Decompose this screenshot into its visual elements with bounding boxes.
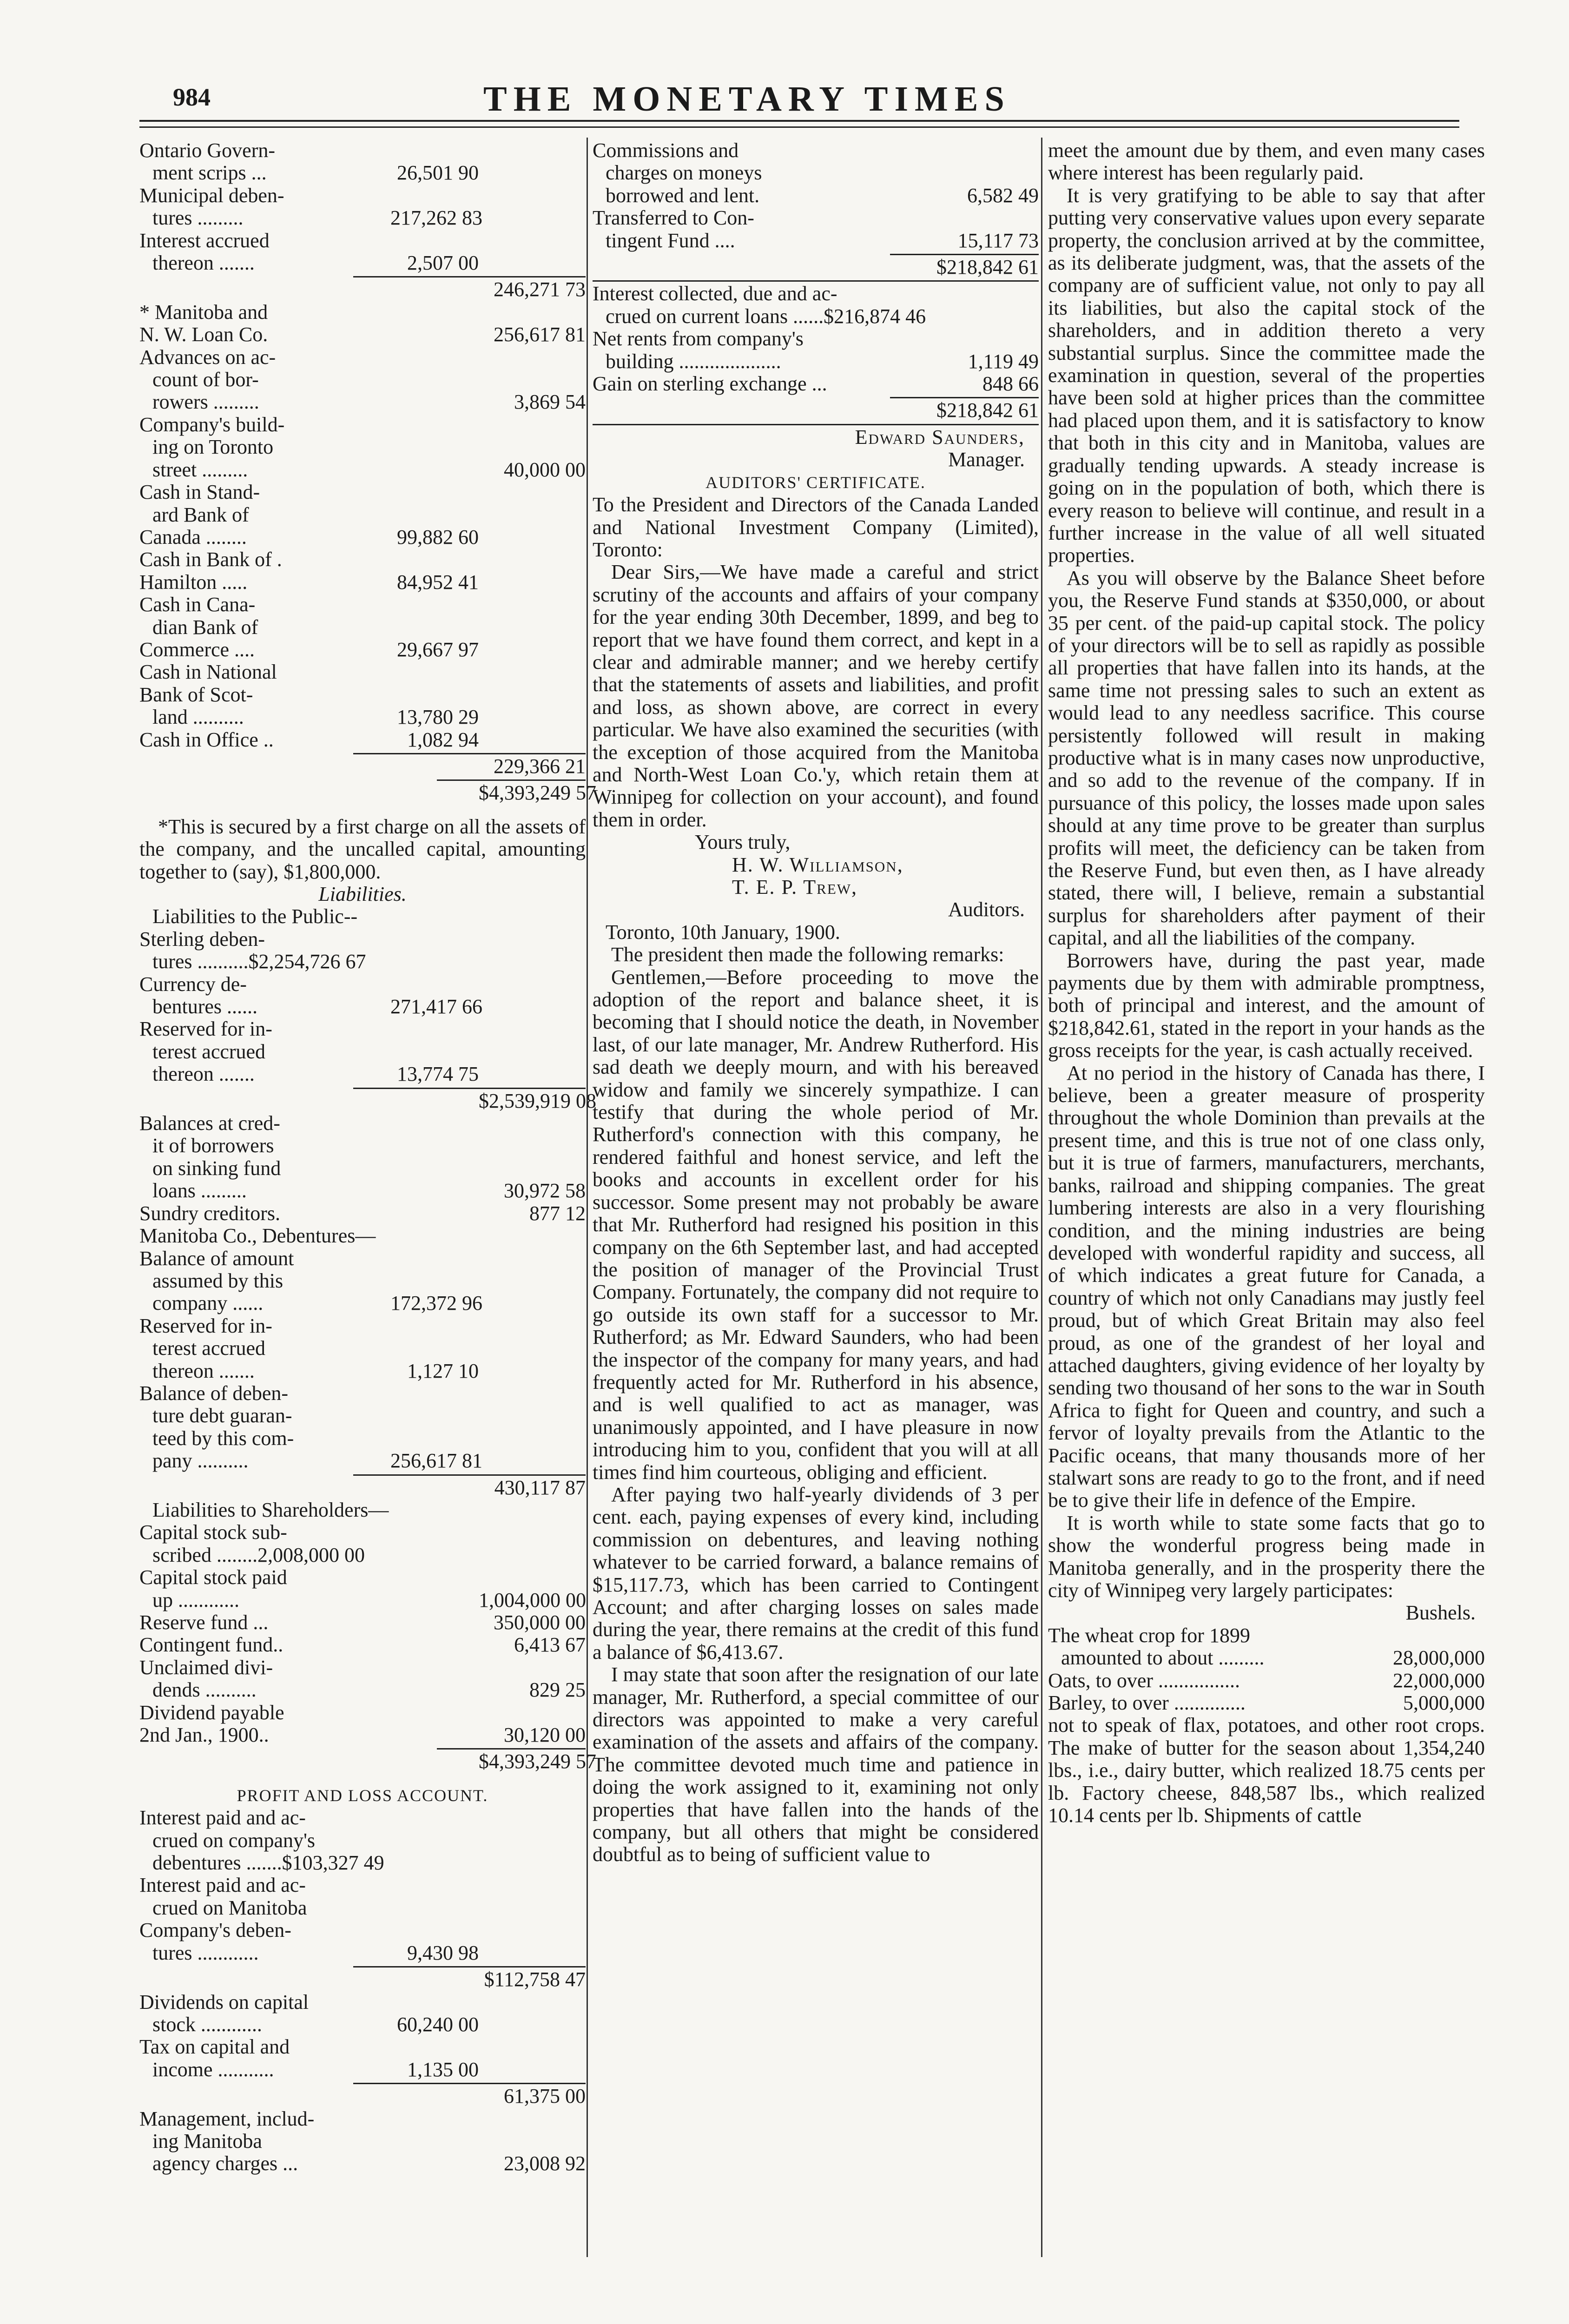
row-label: Capital stock paid [139,1566,287,1589]
assets-list [139,301,586,751]
ledger-row [139,1566,586,1589]
ledger-row [139,1360,586,1382]
ledger-row [593,162,1039,184]
row-amount-outer: 3,869 54 [514,390,586,414]
ledger-row [139,1382,586,1405]
row-label: assumed by this [152,1269,283,1292]
page-number: 984 [173,83,211,111]
subtotal-row [139,1968,586,1991]
ledger-row [139,951,586,973]
ledger-row [139,1679,586,1701]
row-label: loans ......... [152,1180,247,1202]
manager-title: Manager. [948,448,1025,471]
ledger-row [139,996,586,1018]
row-label: thereon ....... [152,1063,255,1086]
row-label: scribed ........2,008,000 00 [152,1544,365,1566]
row-label: Balances at cred- [139,1112,280,1135]
ledger-row [139,1919,586,1941]
rule [890,397,1039,398]
ledger-row [139,616,586,639]
ledger-row [593,230,1039,252]
row-label: ing on Toronto [152,436,274,459]
row-label: Interest paid and ac- [139,1807,306,1829]
ledger-row [593,283,1039,305]
row-amount-inner: 9,430 98 [407,1941,479,1964]
ledger-row [593,328,1039,350]
ledger-row [139,1405,586,1427]
row-amount-inner: 271,417 66 [390,995,482,1018]
row-label: borrowed and lent. [606,184,760,207]
section-heading: Liabilities to the Public-- [152,905,358,928]
row-amount: 28,000,000 [1393,1646,1485,1670]
ledger-row [139,571,586,594]
row-label: Bank of Scot- [139,683,253,706]
ledger-row [139,706,586,728]
paragraph: It is worth while to state some facts that go to show the wonderful progress being made in Manitoba generally, and in the prosperity there the city of Winnipeg very largely participates: [1048,1511,1485,1602]
pl-list [139,2108,586,2175]
pl-list [139,1991,586,2081]
row-label: N. W. Loan Co. [139,324,268,346]
row-label: Balance of deben- [139,1382,289,1405]
ledger-row [139,1135,586,1157]
auditors-title: Auditors. [948,898,1025,921]
row-label: debentures .......$103,327 49 [152,1852,384,1875]
ledger-row [139,639,586,661]
row-label: Net rents from company's [593,328,804,350]
row-label: land .......... [152,706,244,729]
total-row [593,399,1039,422]
ledger-row [139,1248,586,1270]
auditor-name: T. E. P. Trew, [732,876,858,898]
row-label: it of borrowers [152,1135,274,1157]
auditors-body: Dear Sirs,—We have made a careful and strict scrutiny of the accounts and affairs of your company for the year ending 30th December, 1899, and beg to report that we have found them correct, and kept in a clear and admirable manner; and we hereby certify that the statements of assets and liabilities, and profit and loss, as shown above, are correct in every particular. We have also examined the securities (with the exception of those acquired from the Manitoba and North-West Loan Co.'y, which retain them at Winnipeg for collection on your account), and found them in order. [593,561,1039,831]
ledger-row [139,1315,586,1337]
row-label: income ........... [152,2058,274,2081]
ledger-row [139,1657,586,1679]
ledger-row [139,436,586,458]
total-row [593,256,1039,278]
row-label: tures ......... [152,207,244,230]
row-label: street ......... [152,458,248,481]
column-divider [1041,138,1042,2257]
pl-heading: PROFIT AND LOSS ACCOUNT. [237,1786,488,1805]
row-label: Sundry creditors. [139,1202,281,1225]
column-2 [593,139,1039,1866]
ledger-row [139,526,586,548]
subtotal-value: $112,758 47 [484,1968,586,1991]
ledger-row [139,1427,586,1450]
row-label: Interest paid and ac- [139,1874,306,1897]
total-row [139,1750,596,1773]
ledger-row [139,973,586,996]
rule [353,1088,586,1089]
ledger-row [139,1041,586,1063]
ledger-row [139,1852,586,1874]
row-amount-outer: 40,000 00 [504,458,586,481]
president-line: The president then made the following remarks: [611,943,1004,966]
ledger-row [139,1544,586,1566]
row-label: Cash in Cana- [139,594,256,616]
subtotal-value: 229,366 21 [494,754,586,778]
bushels-label: Bushels. [1405,1601,1476,1624]
row-amount: 5,000,000 [1403,1691,1485,1715]
row-label: rowers ......... [152,391,259,414]
row-label: terest accrued [152,1337,266,1360]
liabilities-list [139,1112,586,1472]
ledger-row [139,2130,586,2152]
row-label: Hamilton ..... [139,571,248,594]
paragraph: After paying two half-yearly dividends of 3 per cent. each, paying expenses of every kind, including commission on debentures, and leaving nothing whatever to be carried forward, a balance remains of $15,117.73, which has been carried to Contingent Account; and after charging losses on sales made during the year, there remains at the credit of this fund a balance of $6,413.67. [593,1483,1039,1664]
ledger-row [139,1270,586,1292]
row-label: charges on moneys [606,162,762,185]
rule [353,1966,586,1967]
auditors-heading: AUDITORS' CERTIFICATE. [705,473,926,492]
row-label: tures ..........$2,254,726 67 [152,951,366,973]
ledger-row [1048,1647,1485,1669]
row-label: Capital stock sub- [139,1521,287,1544]
row-amount-inner: 13,780 29 [397,706,479,729]
paragraph: I may state that soon after the resignation of our late manager, Mr. Rutherford, a special committee of our directors was appointed to make a very careful examination of the assets and affairs of the company. The committee devoted much time and patience in doing the work assigned to it, examining not only properties that have fallen into the hands of the company, but all others that might be considered doubtful as to being of sufficient value to [593,1663,1039,1866]
rule [353,2083,586,2084]
row-label: ture debt guaran- [152,1405,292,1427]
row-label: Company's build- [139,413,285,436]
paragraph: meet the amount due by them, and even many cases where interest has been regularly paid. [1048,139,1485,185]
ledger-row [139,729,586,751]
row-amount-inner: 172,372 96 [390,1292,482,1315]
total-value: $4,393,249 57 [479,781,596,805]
row-amount-outer: 350,000 00 [494,1611,586,1634]
ledger-row [139,1702,586,1724]
subtotal-row [139,1089,596,1112]
ledger-row [139,301,586,324]
ledger-row [593,305,1039,328]
rule [437,1748,586,1750]
row-amount-inner: 29,667 97 [397,638,479,661]
row-amount-inner: 13,774 75 [397,1063,479,1086]
ledger-row [139,252,586,274]
row-amount: 22,000,000 [1393,1669,1485,1692]
masthead: THE MONETARY TIMES [483,79,1011,119]
ledger-row [593,185,1039,207]
ledger-row [139,481,586,503]
row-amount-outer: 877 12 [529,1202,586,1225]
row-amount-outer: 23,008 92 [504,2152,586,2175]
paragraph: It is very gratifying to be able to say that after putting very conservative values upon every separate property, the conclusion arrived at by the committee, as its deliberate judgment, was, that the assets of the company are of sufficient value, not only to pay all its liabilities, but also the capital stock of the shareholders, and in addition thereto a very substantial surplus. Since the committee made the examination in question, several of the properties have been sold at higher prices than the committee had placed upon them, and it is satisfactory to know that both in this city and in Manitoba, values are gradually tending upwards. A steady increase is going on in the population of both, which there is every reason to believe will continue, and result in a further increase in the value of all well situated properties. [1048,184,1485,567]
ledger-row [139,1874,586,1896]
section-heading: Liabilities to Shareholders— [152,1498,389,1521]
ledger-row [139,346,586,369]
ledger-row [139,1202,586,1225]
rule [890,254,1039,255]
row-amount-inner: 26,501 90 [397,161,479,185]
row-label: Commerce .... [139,638,255,661]
paragraph: Borrowers have, during the past year, made payments due by them with admirable promptness, both of principal and interest, and the amount of $218,842.61, stated in the report in your hands as the gross receipts for the year, is cash actually received. [1048,949,1485,1062]
rule [437,779,586,781]
row-label: on sinking fund [152,1157,281,1180]
row-label: pany .......... [152,1450,249,1472]
row-label: Unclaimed divi- [139,1656,273,1679]
subtotal-row [139,278,586,301]
row-label: tures ............ [152,1941,259,1964]
ledger-row [139,1018,586,1040]
ledger-row [139,185,586,207]
subtotal-value: 430,117 87 [494,1476,586,1499]
row-label: Reserved for in- [139,1314,272,1337]
subtotal-row [139,2085,586,2107]
row-label: crued on company's [152,1829,316,1852]
row-label: amounted to about ......... [1061,1647,1265,1670]
row-label: ing Manitoba [152,2130,262,2152]
row-amount-inner: 1,127 10 [407,1359,479,1382]
column-3 [1048,139,1485,1827]
row-label: thereon ....... [152,252,255,275]
ledger-row [139,230,586,252]
liabilities-list [139,928,586,1086]
row-label: Transferred to Con- [593,207,754,230]
row-amount-inner: 217,262 83 [390,206,482,230]
subtotal-row [139,755,586,778]
crop-list [1048,1624,1485,1715]
row-label: stock ............ [152,2013,262,2036]
row-amount: 6,582 49 [967,184,1039,207]
row-label: Gain on sterling exchange ... [593,373,827,396]
ledger-row [139,684,586,706]
rule [353,276,586,277]
row-amount-outer: 30,972 58 [504,1179,586,1202]
ledger-row [139,1829,586,1852]
subtotal-row [139,1477,586,1499]
row-amount-inner: 84,952 41 [397,570,479,594]
rule [353,753,586,754]
ledger-row [139,162,586,184]
row-label: Dividend payable [139,1701,284,1724]
ledger-row [139,1991,586,2014]
ledger-row [139,2014,586,2036]
ledger-row [593,207,1039,229]
row-label: tingent Fund .... [606,229,735,252]
ledger-row [139,1157,586,1180]
row-label: Company's deben- [139,1919,291,1942]
column-1 [139,139,596,2175]
row-label: Reserved for in- [139,1018,272,1041]
rule [593,424,1039,425]
rule [353,1474,586,1476]
assets-list [139,139,586,274]
row-label: dian Bank of [152,616,258,639]
ledger-row [139,2036,586,2058]
total-row [139,781,596,805]
row-label: Tax on capital and [139,2036,290,2059]
subtotal-value: $2,539,919 08 [479,1089,596,1112]
row-label: dends .......... [152,1679,257,1702]
ledger-row [139,2152,586,2175]
ledger-row [139,207,586,229]
row-label: Cash in Office .. [139,728,274,751]
row-label: Sterling deben- [139,928,265,951]
ledger-row [1048,1692,1485,1714]
row-label: Manitoba Co., Debentures— [139,1225,376,1248]
ledger-row [139,1611,586,1634]
row-amount: 15,117 73 [957,229,1039,252]
liabilities-heading: Liabilities. [318,883,407,905]
ledger-row [593,373,1039,395]
row-amount-inner: 1,082 94 [407,728,479,751]
ledger-row [139,459,586,481]
row-label: company ...... [152,1292,264,1315]
ledger-row [139,369,586,391]
row-amount-inner: 60,240 00 [397,2013,479,2036]
paragraph: As you will observe by the Balance Sheet before you, the Reserve Fund stands at $350,000, or about 35 per cent. of the paid-up capital stock. The policy of your directors will be to sell as rapidly as possible all properties that have fallen into its hands, at the same time not pressing sales to such an extent as would lead to any needless sacrifice. This course persistently followed will result in making productive what is in many cases now unproductive, and so add to the revenue of the company. If in pursuance of this policy, the losses made upon sales should at any time prove to be greater than surplus profits will meet, the deficiency can be taken from the Reserve Fund, but even then, as I have already stated, there will, I believe, remain a substantial surplus for shareholders after payment of their capital, and all the liabilities of the company. [1048,566,1485,950]
row-label: * Manitoba and [139,301,268,324]
row-label: agency charges ... [152,2152,298,2175]
ledger-row [139,2059,586,2081]
row-label: bentures ...... [152,996,258,1018]
row-label: ment scrips ... [152,162,267,185]
total-value: $218,842 61 [936,399,1039,422]
yours-truly: Yours truly, [695,831,791,854]
ledger-row [1048,1670,1485,1692]
row-label: Dividends on capital [139,1991,309,2014]
total-value: $4,393,249 57 [479,1750,596,1773]
footnote: *This is secured by a first charge on all the assets of the company, and the uncalled capital, amounting together to (say), $1,800,000. [139,815,586,883]
row-label: Canada ........ [139,526,247,548]
ledger-row [139,1897,586,1919]
row-label: count of bor- [152,369,259,391]
row-amount-inner: 1,135 00 [407,2058,479,2081]
row-amount: 848 66 [982,372,1039,396]
row-amount-outer: 30,120 00 [504,1723,586,1747]
ledger-row [139,594,586,616]
subtotal-value: 61,375 00 [504,2085,586,2108]
pl-list [593,283,1039,395]
row-amount-outer: 829 25 [529,1678,586,1702]
row-amount-outer: 6,413 67 [514,1633,586,1657]
row-label: crued on Manitoba [152,1896,307,1919]
row-label: Management, includ- [139,2107,315,2130]
liabilities-list [139,1521,586,1746]
row-label: Cash in National [139,661,277,684]
total-value: $218,842 61 [936,256,1039,279]
ledger-row [139,1634,586,1656]
rule [593,280,1039,282]
paragraph: not to speak of flax, potatoes, and other root crops. The make of butter for the season about 1,354,240 lbs., i.e., dairy butter, which realized 18.75 cents per lb. Factory cheese, 848,587 lbs., which realized 10.14 cents per lb. Shipments of cattle [1048,1714,1485,1827]
row-amount-inner: 2,507 00 [407,251,479,275]
auditor-name: H. W. Williamson, [732,853,903,876]
pl-list [139,1807,586,1964]
paragraph: Gentlemen,—Before proceeding to move the adoption of the report and balance sheet, it is becoming that I should notice the death, in November last, of our late manager, Mr. Andrew Rutherford. His sad death we deeply mourn, and with his bereaved widow and family we sincerely sympathize. I can testify that during the whole period of Mr. Rutherford's connection with this company, he rendered faithful and honest service, and left the books and accounts in excellent order for his successor. Some present may not probably be aware that Mr. Rutherford had resigned his position in this company on the 6th September last, and had accepted the position of manager of the Provincial Trust Company. Fortunately, the company did not require to go outside its own staff for a successor to Mr. Rutherford; as Mr. Edward Saunders, who had been the inspector of the company for many years, and had frequently acted for Mr. Rutherford in his absence, and is well qualified to act as manager, was unanimously appointed, and I have pleasure in now introducing him to you, confident that you will at all times find him courteous, obliging and efficient. [593,965,1039,1484]
ledger-row [139,661,586,683]
row-amount-outer: 1,004,000 00 [479,1588,586,1611]
ledger-row [139,1180,586,1202]
row-label: Municipal deben- [139,184,284,207]
ledger-row [139,2108,586,2130]
row-label: Ontario Govern- [139,139,276,162]
column-divider [587,138,588,2257]
row-label: Commissions and [593,139,739,162]
ledger-row [139,928,586,951]
ledger-row [139,1112,586,1135]
ledger-row [139,548,586,571]
ledger-row [139,324,586,346]
row-label: The wheat crop for 1899 [1048,1624,1250,1647]
row-label: teed by this com- [152,1427,294,1450]
row-amount-inner: 99,882 60 [397,525,479,548]
ledger-row [139,1521,586,1544]
ledger-row [1048,1624,1485,1647]
subtotal-value: 246,271 73 [494,278,586,301]
ledger-row [139,1292,586,1314]
row-label: Barley, to over .............. [1048,1692,1246,1715]
ledger-row [139,1063,586,1085]
row-label: terest accrued [152,1040,266,1063]
row-label: Currency de- [139,973,247,996]
row-label: Interest accrued [139,229,270,252]
row-label: 2nd Jan., 1900.. [139,1724,269,1747]
row-amount-inner: 256,617 81 [390,1449,482,1472]
header-rule [139,120,1459,128]
row-label: ard Bank of [152,503,249,526]
ledger-row [139,1450,586,1472]
manager-name: Edward Saunders, [855,425,1025,449]
auditors-address: To the President and Directors of the Canada Landed and National Investment Company (Limited), Toronto: [593,493,1039,561]
ledger-row [139,504,586,526]
ledger-row [139,1337,586,1360]
ledger-row [139,139,586,162]
ledger-row [593,350,1039,373]
row-label: Interest collected, due and ac- [593,283,837,305]
row-label: Oats, to over ................ [1048,1669,1240,1692]
row-label: Cash in Bank of . [139,548,282,571]
ledger-row [139,1589,586,1611]
paragraph: At no period in the history of Canada has there, I believe, been a greater measure of prosperity throughout the whole Dominion than prevails at the present time, and this is true not of one class only, but it is true of farmers, manufacturers, merchants, banks, railroad and shipping companies. The great lumbering interests are also in a very flourishing condition, and the mining industries are being developed with wonderful rapidity and success, all of which indicates a great future for Canada, a country of which not only Canadians may justly feel proud, but of which Great Britain may also feel proud, as one of the grandest of her loyal and attached daughters, giving evidence of her loyalty by sending two thousand of her sons to the war in South Africa to fight for Queen and country, and such a fervor of loyalty prevails from the Atlantic to the Pacific oceans, that many thousands more of her stalwart sons are ready to go to the front, and if need be to give their life in defence of the Empire. [1048,1061,1485,1512]
ledger-row [139,391,586,413]
row-label: Reserve fund ... [139,1611,269,1634]
ledger-row [139,414,586,436]
row-label: building .................... [606,350,781,373]
row-label: thereon ....... [152,1360,255,1382]
row-label: Advances on ac- [139,346,276,369]
row-amount: 1,119 49 [968,350,1039,373]
row-label: Contingent fund.. [139,1634,283,1657]
row-label: Balance of amount [139,1247,294,1270]
ledger-row [139,1225,586,1247]
ledger-row [139,1807,586,1829]
ledger-row [139,1724,586,1746]
pl-list [593,139,1039,252]
row-label: Cash in Stand- [139,481,260,504]
row-label: up ............ [152,1589,239,1611]
date-line: Toronto, 10th January, 1900. [606,920,840,944]
row-amount-outer: 256,617 81 [494,323,586,346]
ledger-row [139,1942,586,1964]
ledger-row [593,139,1039,162]
row-label: crued on current loans ......$216,874 46 [606,305,926,328]
